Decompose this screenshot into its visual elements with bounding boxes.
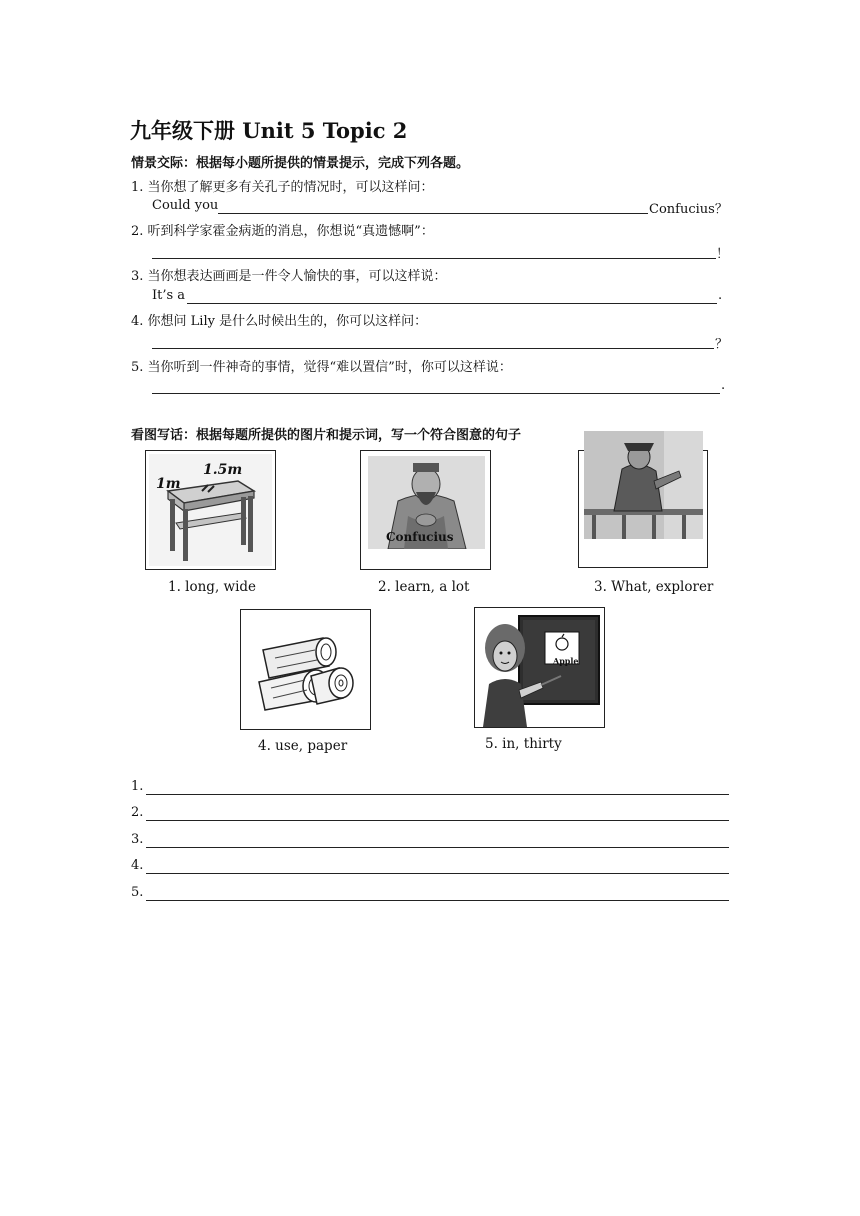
section2-instruction: 看图写话：根据每题所提供的图片和提示词，写一个符合图意的句子 <box>131 428 522 443</box>
item5-answer-blank[interactable] <box>152 393 720 394</box>
answer-line-3-label: 3. <box>131 832 144 847</box>
logs-icon <box>241 610 370 729</box>
picture-5-caption: 5. in, thirty <box>485 736 562 752</box>
picture-1-desk <box>145 450 276 570</box>
item1-tail: Confucius？ <box>649 202 728 217</box>
picture-3-caption: 3. What, explorer <box>594 579 714 595</box>
item4-answer-blank[interactable] <box>152 348 714 349</box>
picture-4-logs <box>240 609 371 730</box>
item1-prompt: 1. 当你想了解更多有关孔子的情况时，可以这样问： <box>131 180 434 195</box>
answer-line-5[interactable] <box>146 900 729 901</box>
desk-width-label: 1m <box>156 476 181 492</box>
answer-line-1[interactable] <box>146 794 729 795</box>
answer-line-2[interactable] <box>146 820 729 821</box>
picture-2-confucius <box>360 450 491 570</box>
answer-line-5-label: 5. <box>131 885 144 900</box>
confucius-label: Confucius <box>386 530 454 544</box>
picture-4-caption: 4. use, paper <box>258 738 348 754</box>
item1-answer-blank[interactable] <box>218 213 648 214</box>
answer-line-2-label: 2. <box>131 805 144 820</box>
page-title: 九年级下册 Unit 5 Topic 2 <box>130 118 408 143</box>
item3-prompt: 3. 当你想表达画画是一件令人愉快的事，可以这样说： <box>131 269 447 284</box>
item1-lead: Could you <box>152 198 219 213</box>
item2-tail: ！ <box>716 247 730 262</box>
item5-prompt: 5. 当你听到一件神奇的事情，觉得“难以置信”时，你可以这样说： <box>131 360 512 375</box>
teacher-icon <box>475 608 604 727</box>
picture-5-teacher <box>474 607 605 728</box>
desk-length-label: 1.5m <box>203 462 243 478</box>
item3-lead: It’s a <box>152 288 186 303</box>
explorer-image <box>584 431 703 539</box>
item3-tail: . <box>718 288 723 303</box>
picture-1-caption: 1. long, wide <box>168 579 257 595</box>
item3-answer-blank[interactable] <box>187 303 717 304</box>
answer-line-4-label: 4. <box>131 858 144 873</box>
item2-answer-blank[interactable] <box>152 258 716 259</box>
section1-instruction: 情景交际：根据每小题所提供的情景提示，完成下列各题。 <box>131 156 470 171</box>
answer-line-4[interactable] <box>146 873 729 874</box>
answer-line-1-label: 1. <box>131 779 144 794</box>
apple-label: Apple <box>553 656 579 666</box>
item5-tail: . <box>721 378 726 393</box>
explorer-icon <box>584 431 703 539</box>
item4-prompt: 4. 你想问 Lily 是什么时候出生的，你可以这样问： <box>131 314 428 329</box>
answer-line-3[interactable] <box>146 847 729 848</box>
picture-2-caption: 2. learn, a lot <box>378 579 470 595</box>
item4-tail: ？ <box>715 337 729 352</box>
item2-prompt: 2. 听到科学家霍金病逝的消息，你想说“真遗憾啊”： <box>131 224 434 239</box>
